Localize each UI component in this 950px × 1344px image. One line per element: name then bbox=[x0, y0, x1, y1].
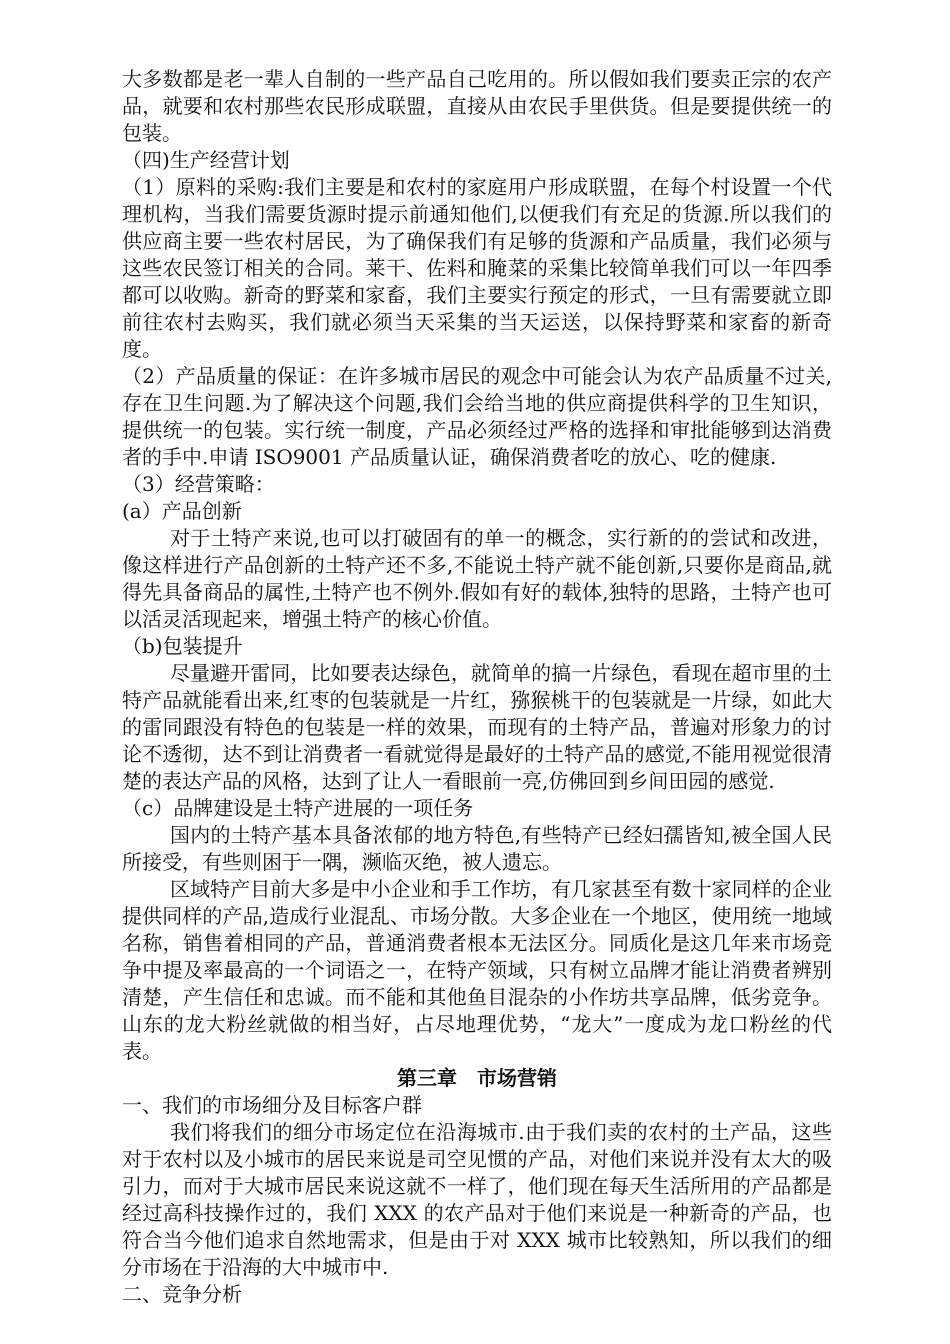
paragraph-intro: 大多数都是老一辈人自制的一些产品自己吃用的。所以假如我们要卖正宗的农产品，就要和农村那些农民形成联盟，直接从由农民手里供货。但是要提供统一的包装。 bbox=[122, 67, 832, 145]
paragraph-brand-1: 国内的土特产基本具备浓郁的地方特色,有些特产已经妇孺皆知,被全国人民所接受，有些则困于一隅，濒临灭绝，被人遗忘。 bbox=[122, 823, 832, 874]
heading-segmentation: 一、我们的市场细分及目标客户群 bbox=[122, 1093, 422, 1117]
heading-brand: （c）品牌建设是土特产进展的一项任务 bbox=[122, 796, 474, 820]
heading-packaging: （b)包装提升 bbox=[122, 634, 243, 658]
document-page bbox=[122, 66, 832, 1308]
paragraph-raw-material: （1）原料的采购:我们主要是和农村的家庭用户形成联盟，在每个村设置一个代理机构，当我们需要货源时提示前通知他们,以便我们有充足的货源.所以我们的供应商主要一些农村居民，为了确保我们有足够的货源和产品质量，我们必须与这些农民签订相关的合同。莱干、佐料和腌菜的采集比较简单我们可以一年四季都可以收购。新奇的野菜和家畜，我们主要实行预定的形式，一旦有需要就立即前往农村去购买，我们就必须当天采集的当天运送，以保持野菜和家畜的新奇度。 bbox=[122, 175, 832, 361]
paragraph-brand-2: 区域特产目前大多是中小企业和手工作坊，有几家甚至有数十家同样的企业提供同样的产品,造成行业混乱、市场分散。大多企业在一个地区，使用统一地域名称，销售着相同的产品，普通消费者根本无法区分。同质化是这几年来市场竞争中提及率最高的一个词语之一，在特产领域，只有树立品牌才能让消费者辨别清楚，产生信任和忠诚。而不能和其他鱼目混杂的小作坊共享品牌，低劣竞争。山东的龙大粉丝就做的相当好，占尽地理优势，“龙大”一度成为龙口粉丝的代表。 bbox=[122, 877, 832, 1063]
heading-strategy: （3）经营策略： bbox=[122, 472, 275, 496]
paragraph-segmentation: 我们将我们的细分市场定位在沿海城市.由于我们卖的农村的土产品，这些对于农村以及小城市的居民来说是司空见惯的产品，对他们来说并没有太大的吸引力，而对于大城市居民来说这就不一样了，他们现在每天生活所用的产品都是经过高科技操作过的，我们 XXX 的农产品对于他们来说是一种新奇的产品，也符合当今他们追求自然地需求，但是由于对 XXX 城市比较熟知，所以我们的细分市场在于沿海的大中城市中. bbox=[122, 1120, 832, 1279]
chapter-title: 第三章 市场营销 bbox=[397, 1066, 557, 1090]
paragraph-innovation: 对于土特产来说,也可以打破固有的单一的概念，实行新的的尝试和改进，像这样进行产品创新的土特产还不多,不能说土特产就不能创新,只要你是商品,就得先具备商品的属性,土特产也不例外.假如有好的载体,独特的思路，土特产也可以活灵活现起来，增强土特产的核心价值。 bbox=[122, 526, 832, 631]
paragraph-quality: （2）产品质量的保证：在许多城市居民的观念中可能会认为农产品质量不过关,存在卫生问题.为了解决这个问题,我们会给当地的供应商提供科学的卫生知识，提供统一的包装。实行统一制度，产品必须经过严格的选择和审批能够到达消费者的手中.申请 ISO9001 产品质量认证，确保消费者吃的放心、吃的健康. bbox=[122, 364, 832, 469]
heading-competition: 二、竞争分析 bbox=[122, 1282, 242, 1306]
paragraph-packaging: 尽量避开雷同，比如要表达绿色，就简单的搞一片绿色，看现在超市里的土特产品就能看出来,红枣的包装就是一片红，猕猴桃干的包装就是一片绿，如此大的雷同跟没有特色的包装是一样的效果，而现有的土特产品，普遍对形象力的讨论不透彻，达不到让消费者一看就觉得是最好的土特产品的感觉,不能用视觉很清楚的表达产品的风格，达到了让人一看眼前一亮,仿佛回到乡间田园的感觉. bbox=[122, 661, 832, 793]
heading-innovation: (a）产品创新 bbox=[122, 499, 242, 523]
heading-production-plan: （四)生产经营计划 bbox=[122, 148, 290, 172]
